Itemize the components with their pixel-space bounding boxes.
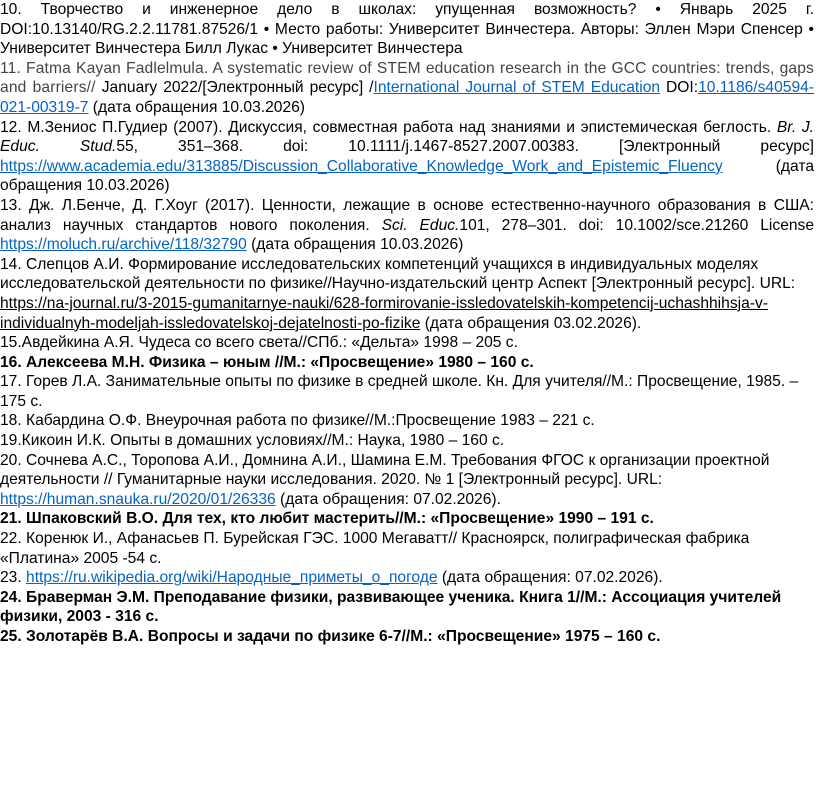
reference-text: 25. Золотарёв В.А. Вопросы и задачи по физике 6-7//М.: «Просвещение» 1975 – 160 с.: [0, 628, 661, 645]
reference-link[interactable]: https://moluch.ru/archive/118/32790: [0, 236, 247, 254]
reference-text: 22. Коренюк И., Афанасьев П. Бурейская ГЭС. 1000 Мегаватт// Красноярск, полиграфическая фабрика «Платина» 2005 -54 с.: [0, 530, 750, 567]
reference-22: [0, 529, 814, 568]
reference-text: 13. Дж. Л.Бенче, Д. Г.Хоуг (2017). Ценности, лежащие в основе естественно-научного образования в США: анализ научных стандартов нового поколения.: [0, 196, 814, 234]
reference-text: 14. Слепцов А.И. Формирование исследовательских компетенций учащихся в индивидуальных моделях исследовательской деятельности по физике//Научно-издательский центр Аспект [Электронный ресурс]. URL:: [0, 255, 796, 293]
reference-18: [0, 411, 814, 431]
journal-title: Sci. Educ.: [381, 216, 460, 234]
reference-text: 18. Кабардина О.Ф. Внеурочная работа по физике//М.:Просвещение 1983 – 221 с.: [0, 412, 595, 430]
reference-text: 16. Алексеева М.Н. Физика – юным //М.: «Просвещение» 1980 – 160 с.: [0, 353, 534, 371]
reference-link[interactable]: https://www.academia.edu/313885/Discussion_Collaborative_Knowledge_Work_and_Epistemic_Fluency: [0, 157, 723, 175]
reference-link[interactable]: International Journal of STEM Education: [373, 79, 661, 97]
reference-link[interactable]: 10.1186/s40594-021-00319-7: [0, 79, 814, 116]
reference-23: [0, 568, 814, 588]
reference-text: (дата обращения 10.03.2026): [0, 157, 814, 195]
reference-link[interactable]: https://na-journal.ru/3-2015-gumanitarnye-nauki/628-formirovanie-issledovatelskih-kompetencij-uchashhihsja-v-individualnyh-modeljah-issledovatelskoj-dejatelnosti-po-fizike: [0, 294, 768, 332]
reference-text: 11. Fatma Kayan Fadlelmula. A systematic review of STEM education research in the GCC countries: trends, gaps and barriers//: [0, 59, 814, 97]
reference-11: [0, 59, 814, 118]
reference-19: [0, 431, 814, 451]
reference-link[interactable]: https://human.snauka.ru/2020/01/26336: [0, 490, 276, 508]
reference-text: 20. Сочнева А.С., Торопова А.И., Домнина А.И., Шамина Е.М. Требования ФГОС к организации проектной деятельности // Гуманитарные науки исследования. 2020. № 1 [Электронный ресурс]. URL:: [0, 451, 770, 489]
reference-text: (дата обращения: 07.02.2026).: [275, 490, 501, 508]
reference-20: [0, 451, 814, 510]
reference-text: 55, 351–368. doi: 10.1111/j.1467-8527.2007.00383. [Электронный ресурс]: [116, 138, 814, 156]
reference-10: [0, 0, 814, 59]
reference-12: [0, 118, 814, 196]
reference-text: January 2022/[Электронный ресурс] /: [101, 79, 374, 97]
reference-text: (дата обращения: 07.02.2026).: [437, 569, 663, 587]
reference-text: (дата обращения 10.03.2026): [88, 98, 305, 116]
reference-15: [0, 333, 814, 353]
reference-21: [0, 509, 814, 529]
reference-text: (дата обращения 10.03.2026): [246, 236, 464, 254]
reference-text: DOI:: [660, 79, 699, 97]
reference-text: 24. Браверман Э.М. Преподавание физики, развивающее ученика. Книга 1//М.: Ассоциация учителей физики, 2003 - 316 с.: [0, 588, 782, 626]
reference-13: [0, 196, 814, 255]
reference-text: 19.Кикоин И.К. Опыты в домашних условиях//М.: Наука, 1980 – 160 с.: [0, 432, 505, 450]
reference-16: [0, 353, 814, 373]
reference-17: [0, 372, 814, 411]
journal-title: Br. J. Educ. Stud.: [0, 118, 814, 156]
reference-25: [0, 627, 814, 647]
reference-14: [0, 255, 814, 333]
reference-24: [0, 588, 814, 627]
reference-text: 12. М.Зениос П.Гудиер (2007). Дискуссия, совместная работа над знаниями и эпистемическая беглость.: [0, 118, 777, 136]
reference-text: 15.Авдейкина А.Я. Чудеса со всего света//СПб.: «Дельта» 1998 – 205 с.: [0, 334, 518, 352]
reference-text: 23.: [0, 569, 27, 587]
reference-text: 21. Шпаковский В.О. Для тех, кто любит мастерить//М.: «Просвещение» 1990 – 191 с.: [0, 510, 654, 528]
reference-link[interactable]: https://ru.wikipedia.org/wiki/Народные_приметы_о_погоде: [26, 569, 438, 587]
reference-text: (дата обращения 03.02.2026).: [420, 314, 642, 332]
reference-text: 101, 278–301. doi: 10.1002/sce.21260 License: [459, 216, 815, 234]
reference-text: 10. Творчество и инженерное дело в школах: упущенная возможность? • Январь 2025 г. DOI:10.13140/RG.2.2.11781.87526/1 • Место работы: Университет Винчестера. Авторы: Эллен Мэри Спенсер • Университет Винчестера Билл Лукас • Университет Винчестера: [0, 1, 814, 58]
reference-text: 17. Горев Л.А. Занимательные опыты по физике в средней школе. Кн. Для учителя//М.: Просвещение, 1985. – 175 с.: [0, 373, 799, 410]
